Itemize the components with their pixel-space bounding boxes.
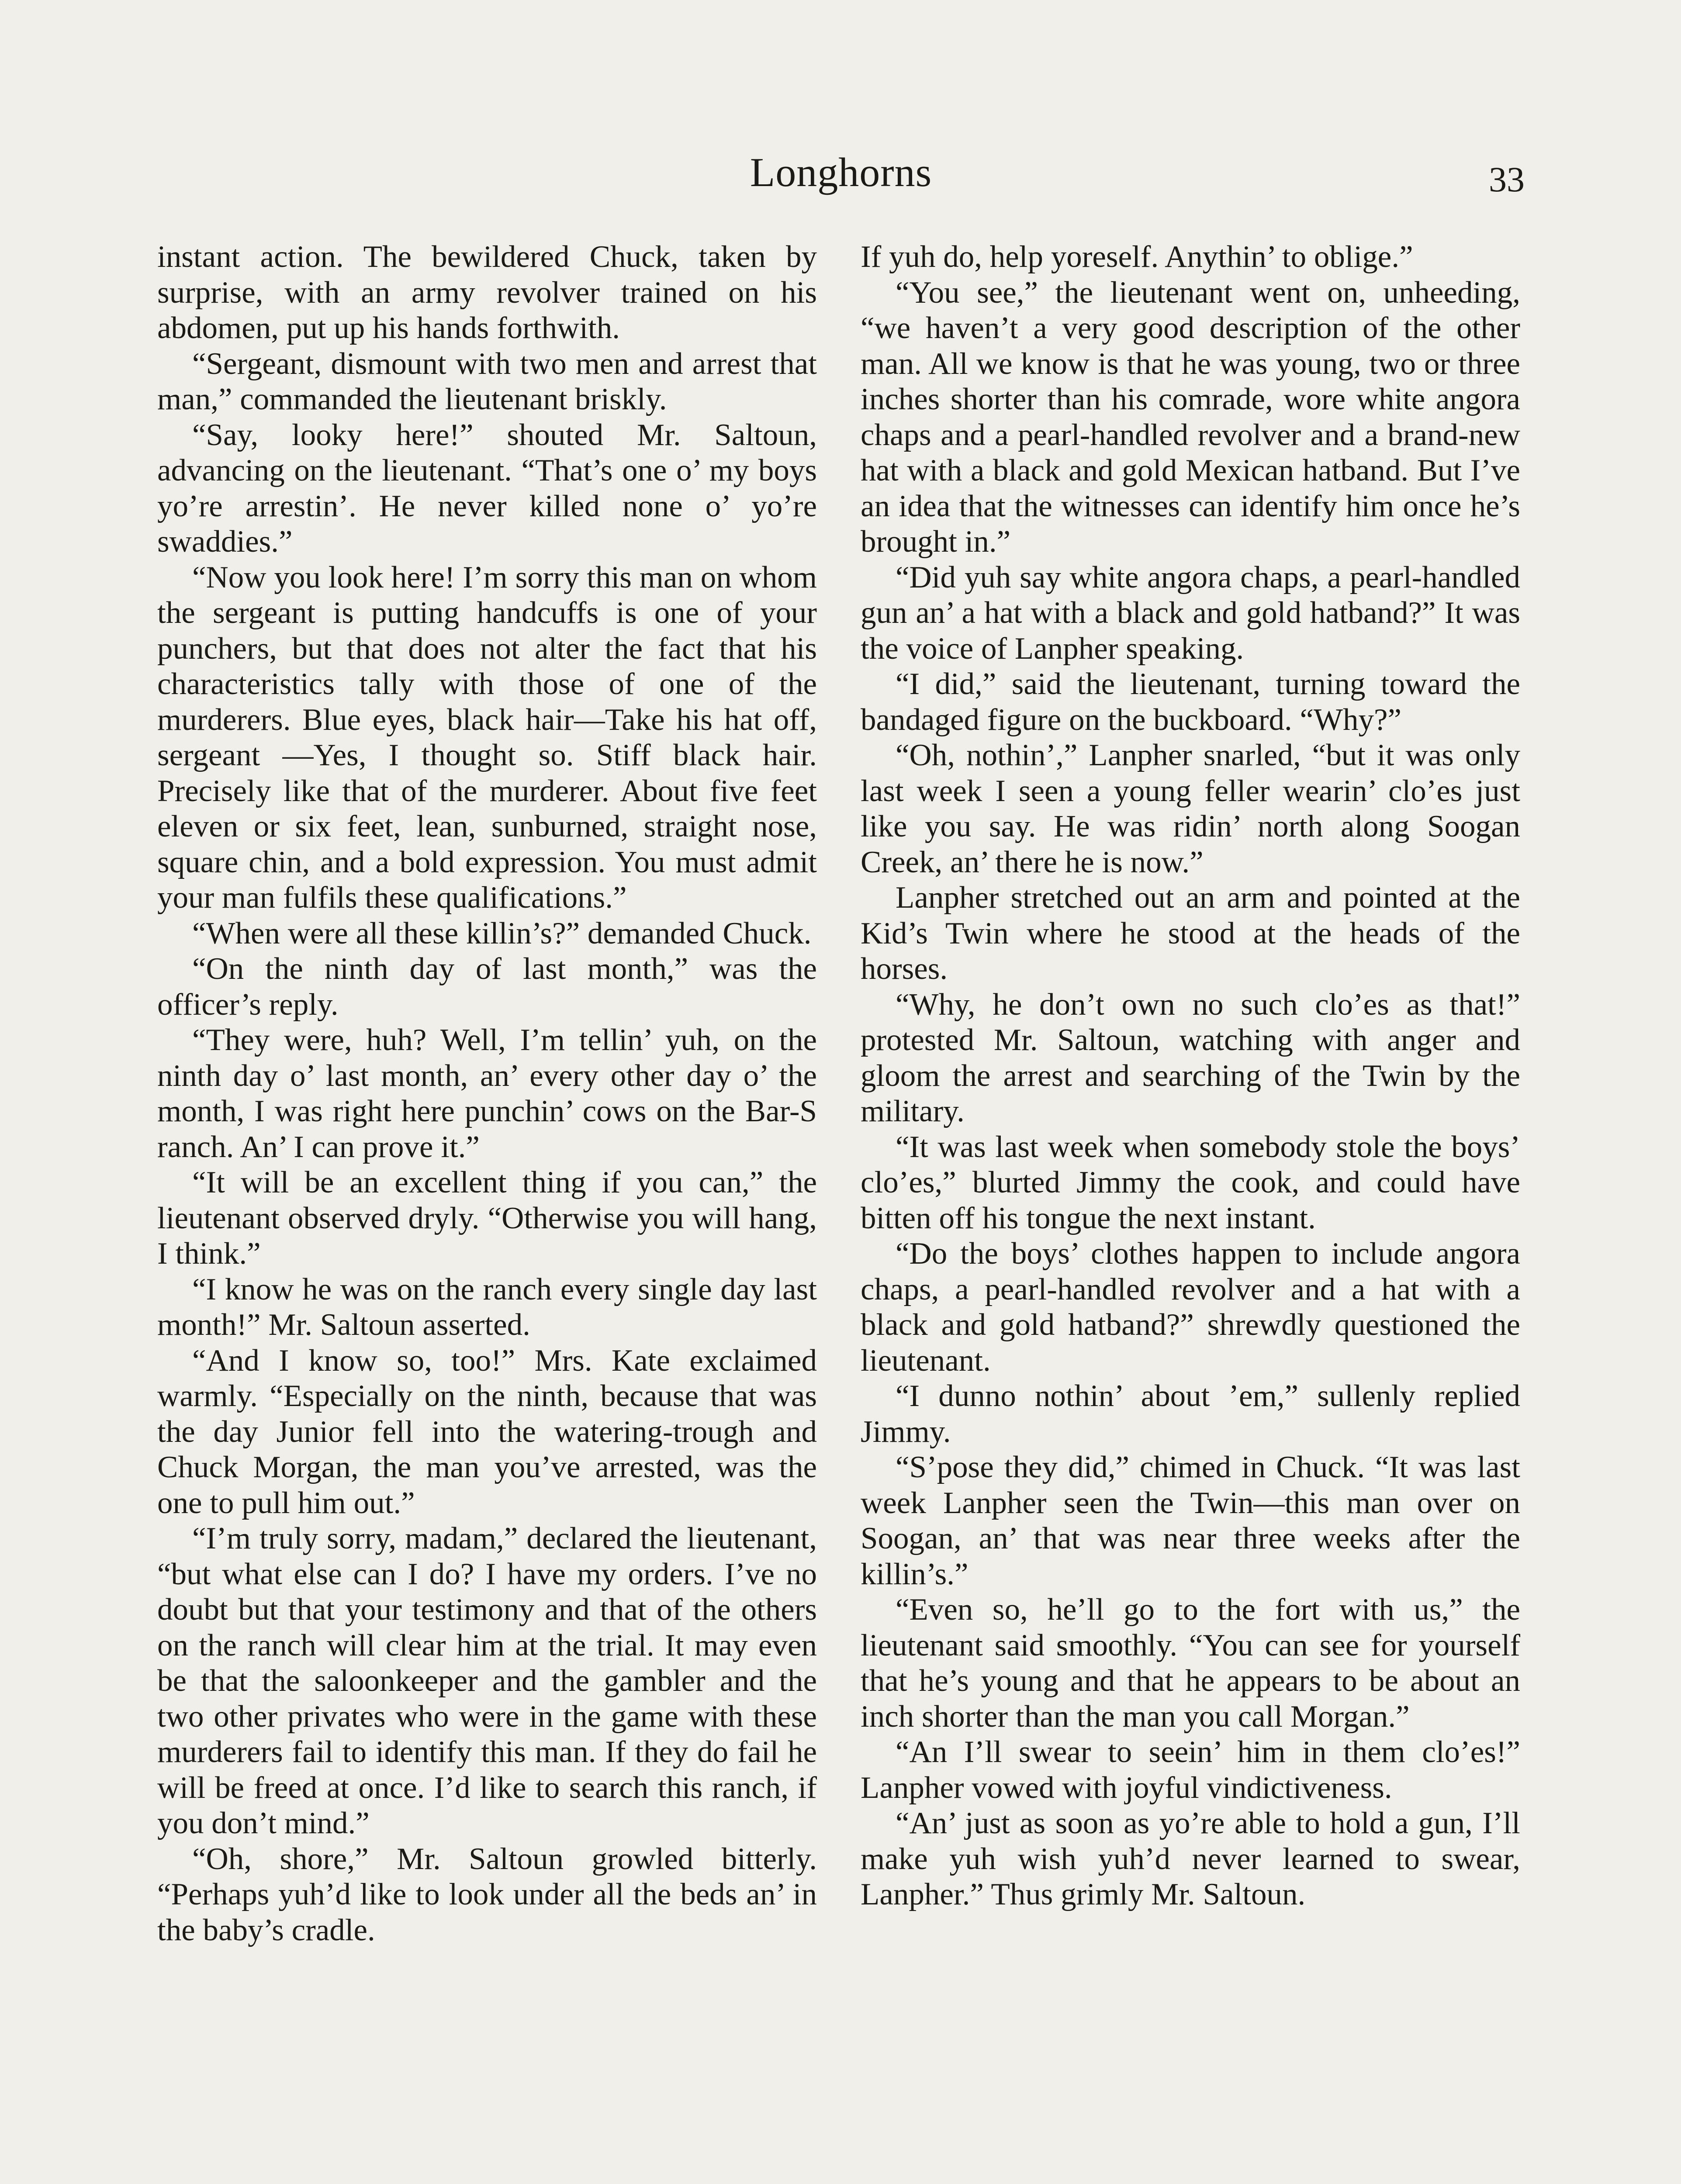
paragraph: “Sergeant, dismount with two men and arrest that man,” commanded the lieutenant briskly. [157,346,817,416]
page-title: Longhorns [750,150,932,195]
paragraph: “And I know so, too!” Mrs. Kate exclaimed warmly. “Especially on the ninth, because that was the day Junior fell into the watering-trough and Chuck Morgan, the man you’ve arrested, was the one to pull him out.” [157,1343,817,1520]
paragraph: If yuh do, help yoreself. Anythin’ to oblige.” [861,240,1413,274]
paragraph: “I’m truly sorry, madam,” declared the lieutenant, “but what else can I do? I have my orders. I’ve no doubt but that your testimony and that of the others on the ranch will clear him at the trial. It may even be that the saloonkeeper and the gambler and the two other privates who were in the game with these murderers fail to identify this man. If they do fail he will be freed at once. I’d like to search this ranch, if you don’t mind.” [157,1521,817,1840]
paragraph: “When were all these killin’s?” demanded Chuck. [192,916,812,950]
paragraph: “Oh, nothin’,” Lanpher snarled, “but it was only last week I seen a young feller wearin’ clo’es just like you say. He was ridin’ north along Soogan Creek, an’ there he is now.” [861,738,1520,879]
paragraph: “I know he was on the ranch every single day last month!” Mr. Saltoun asserted. [157,1272,817,1342]
paragraph: Lanpher stretched out an arm and pointed at the Kid’s Twin where he stood at the heads of the horses. [861,881,1520,986]
paragraph: “On the ninth day of last month,” was the officer’s reply. [157,952,817,1022]
running-head [157,144,1525,201]
paragraph: “Oh, shore,” Mr. Saltoun growled bitterly. “Perhaps yuh’d like to look under all the beds an’ in the baby’s cradle. [157,1842,817,1947]
paragraph: “S’pose they did,” chimed in Chuck. “It was last week Lanpher seen the Twin—this man over on Soogan, an’ that was near three weeks after the killin’s.” [861,1450,1520,1591]
paragraph: “Did yuh say white angora chaps, a pearl-handled gun an’ a hat with a black and gold hatband?” It was the voice of Lanpher speaking. [861,560,1520,666]
paragraph: “I did,” said the lieutenant, turning toward the bandaged figure on the buckboard. “Why?” [861,667,1520,737]
paragraph: “Do the boys’ clothes happen to include angora chaps, a pearl-handled revolver and a hat with a black and gold hatband?” shrewdly questioned the lieutenant. [861,1237,1520,1378]
left-column [157,239,817,1948]
paragraph: instant action. The bewildered Chuck, taken by surprise, with an army revolver trained on his abdomen, put up his hands forthwith. [157,240,817,345]
paragraph: “It was last week when somebody stole the boys’ clo’es,” blurted Jimmy the cook, and could have bitten off his tongue the next instant. [861,1130,1520,1235]
paragraph: “It will be an excellent thing if you can,” the lieutenant observed dryly. “Otherwise you will hang, I think.” [157,1165,817,1271]
right-column [861,239,1520,1913]
paragraph: “They were, huh? Well, I’m tellin’ yuh, on the ninth day o’ last month, an’ every other day o’ the month, I was right here punchin’ cows on the Bar-S ranch. An’ I can prove it.” [157,1023,817,1164]
paragraph: “I dunno nothin’ about ’em,” sullenly replied Jimmy. [861,1379,1520,1449]
page-number: 33 [1489,159,1525,199]
paragraph: “Why, he don’t own no such clo’es as that!” protested Mr. Saltoun, watching with anger and gloom the arrest and searching of the Twin by the military. [861,987,1520,1128]
paragraph: “Even so, he’ll go to the fort with us,” the lieutenant said smoothly. “You can see for yourself that he’s young and that he appears to be about an inch shorter than the man you call Morgan.” [861,1593,1520,1734]
paragraph: “Say, looky here!” shouted Mr. Saltoun, advancing on the lieutenant. “That’s one o’ my boys yo’re arrestin’. He never killed none o’ yo’re swaddies.” [157,418,817,559]
paragraph: “Now you look here! I’m sorry this man on whom the sergeant is putting handcuffs is one of your punchers, but that does not alter the fact that his characteristics tally with those of one of the murderers. Blue eyes, black hair—Take his hat off, sergeant —Yes, I thought so. Stiff black hair. Precisely like that of the murderer. About five feet eleven or six feet, lean, sunburned, straight nose, square chin, and a bold expression. You must admit your man fulfils these qualifications.” [157,560,817,915]
paragraph: “An I’ll swear to seein’ him in them clo’es!” Lanpher vowed with joyful vindictiveness. [861,1735,1520,1805]
paragraph: “You see,” the lieutenant went on, unheeding, “we haven’t a very good description of the other man. All we know is that he was young, two or three inches shorter than his comrade, wore white angora chaps and a pearl-handled revolver and a brand-new hat with a black and gold Mexican hatband. But I’ve an idea that the witnesses can identify him once he’s brought in.” [861,275,1520,559]
paragraph: “An’ just as soon as yo’re able to hold a gun, I’ll make yuh wish yuh’d never learned to swear, Lanpher.” Thus grimly Mr. Saltoun. [861,1806,1520,1911]
